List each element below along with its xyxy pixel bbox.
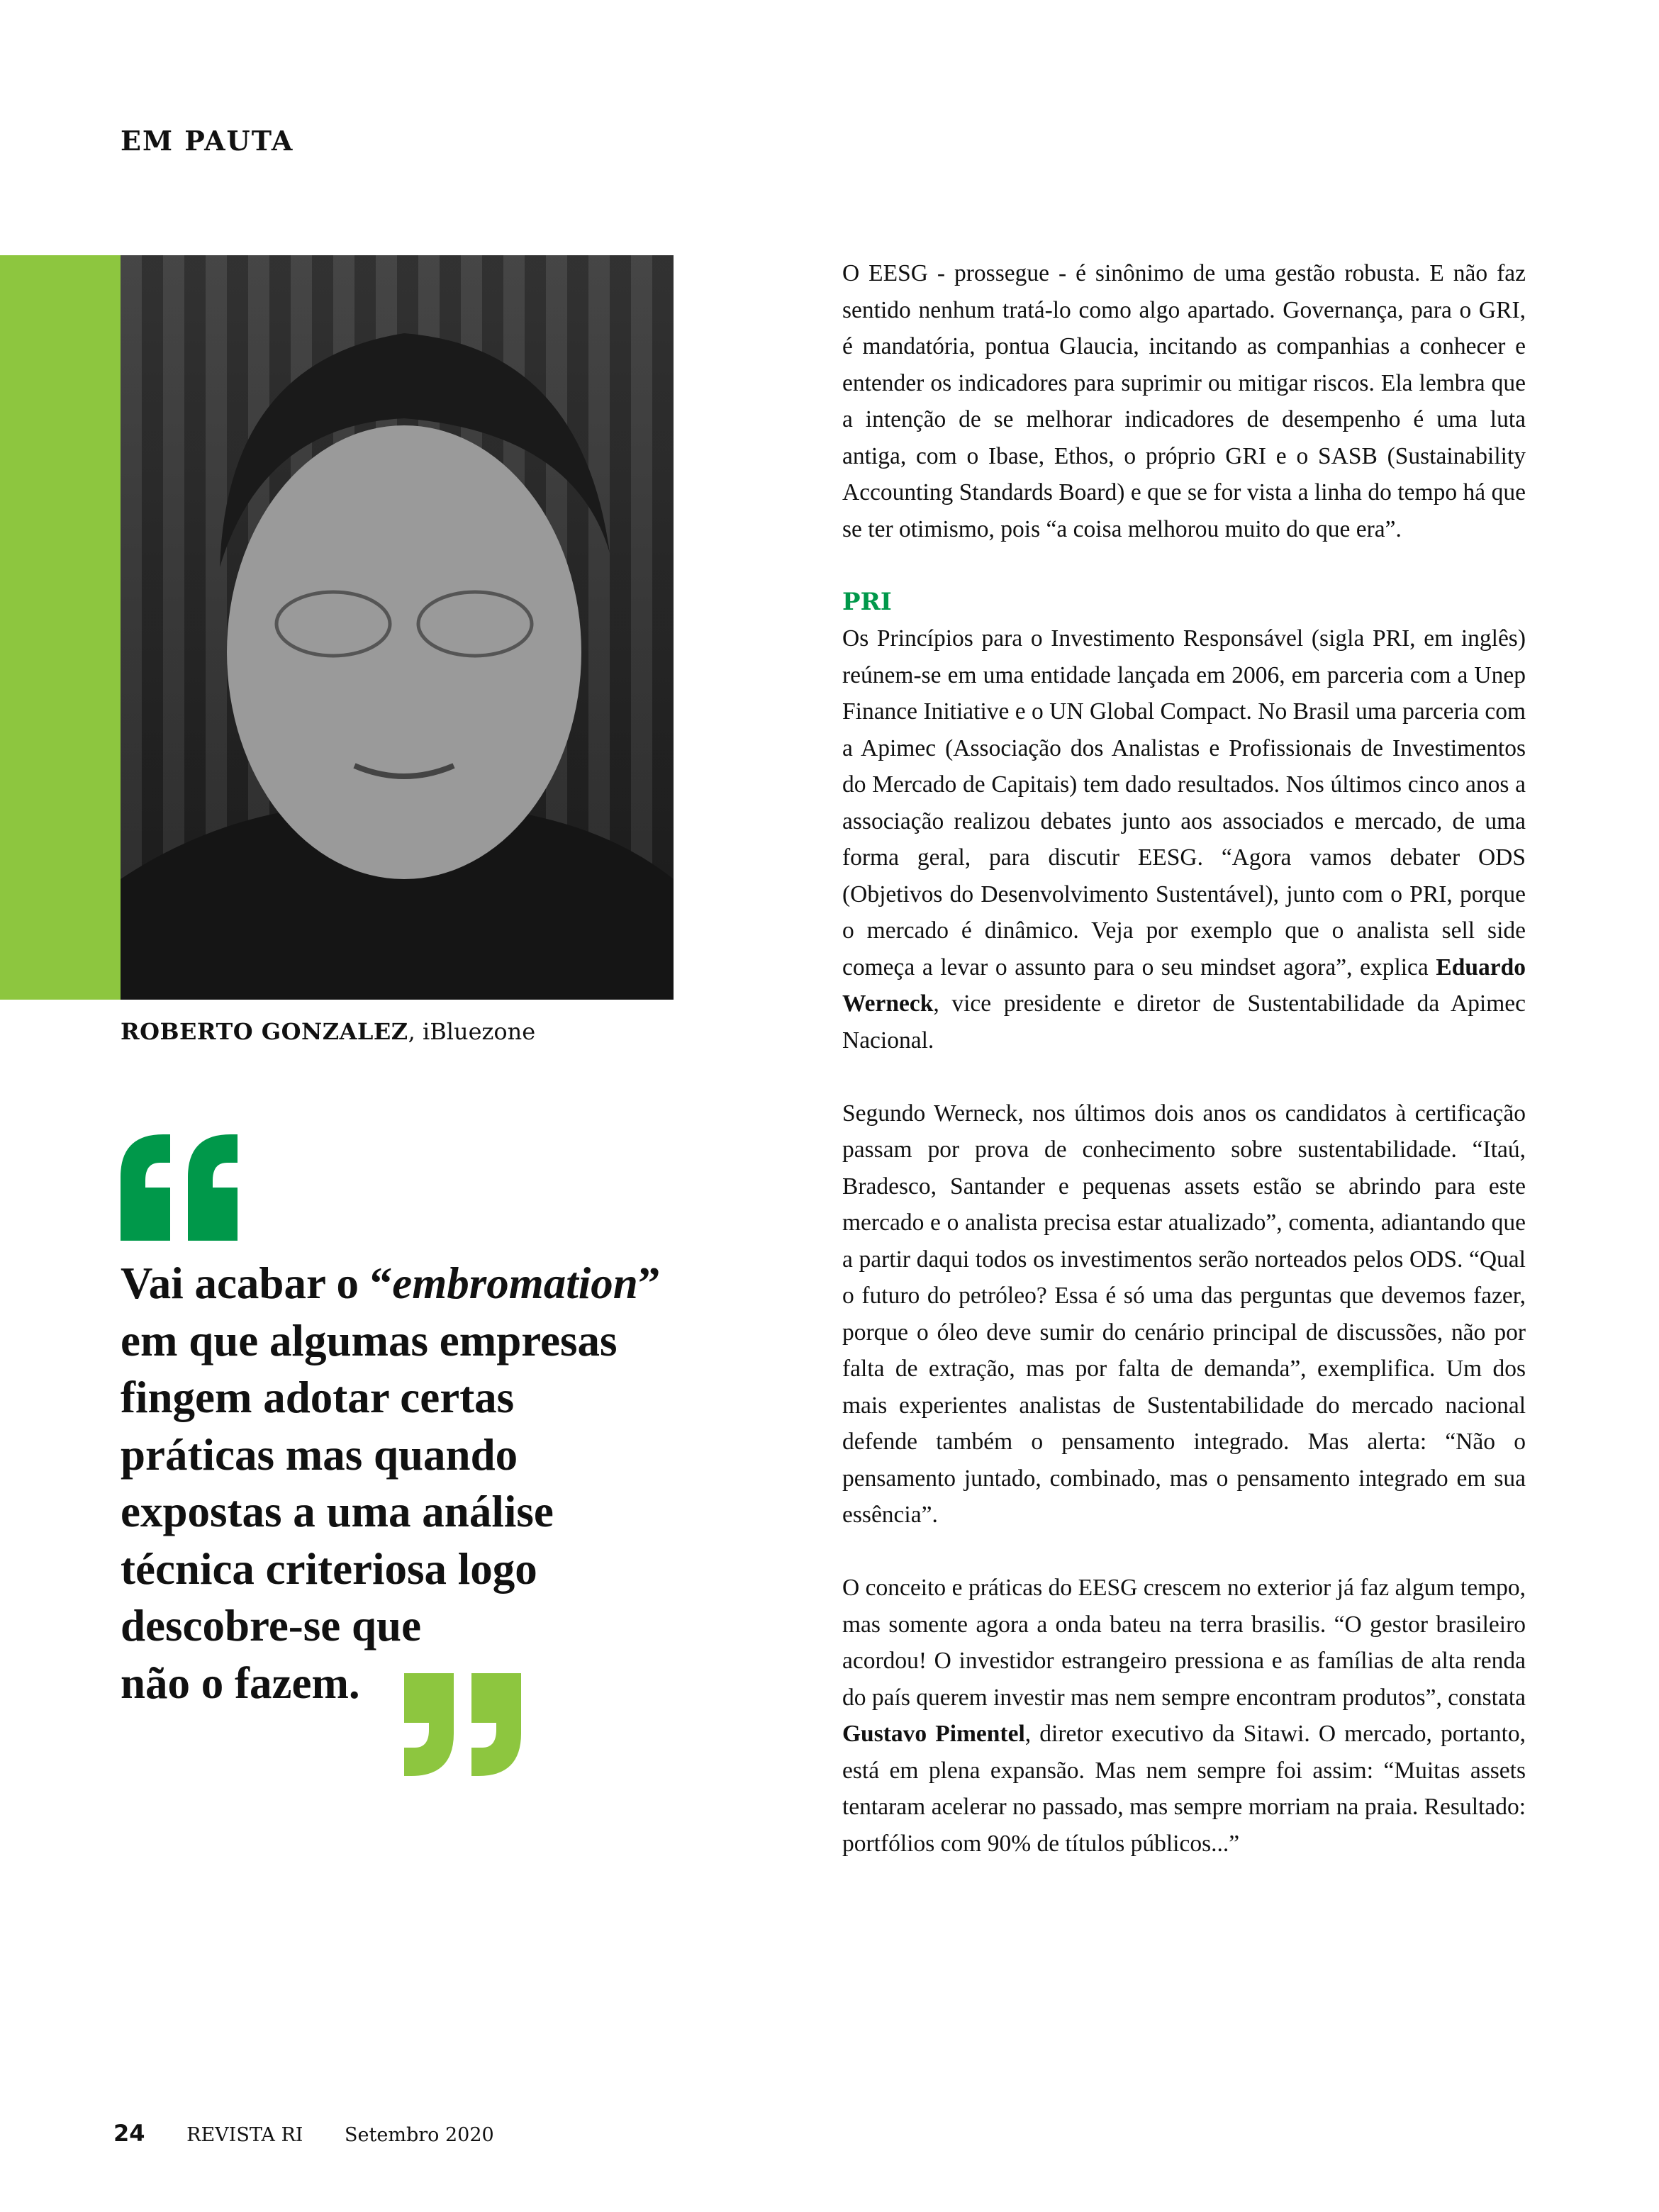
quote-line: fingem adotar certas <box>121 1373 515 1422</box>
quote-line <box>121 1255 702 1312</box>
person-name: Eduardo Werneck <box>842 954 1526 1017</box>
caption-company: , iBluezone <box>408 1018 536 1045</box>
text: , diretor executivo da Sitawi. O mercado, portanto, está em plena expansão. Mas nem sempre foi assim: “Muitas assets tentaram acelerar no passado, mas sempre morriam na praia. Resultado: portfólios com 90% de títulos públicos...” <box>842 1721 1526 1857</box>
subheading-pri: PRI <box>842 587 892 616</box>
close-quote-icon <box>404 1673 525 1776</box>
article-column <box>842 255 1526 1899</box>
page-footer <box>113 2120 530 2147</box>
photo-caption <box>121 1018 535 1045</box>
paragraph: Segundo Werneck, nos últimos dois anos os candidatos à certificação passam por prova de conhecimento sobre sustentabilidade. “Itaú, Bradesco, Santander e pequenas assets estão se abrindo para este mercado e o analista precisa estar atualizado”, comenta, adiantando que a partir daqui todos os investimentos serão norteados pelos ODS. “Qual o futuro do petróleo? Essa é só uma das perguntas que devemos fazer, porque o óleo deve sumir do cenário principal de discussões, não por falta de extração, mas por falta de demanda”, exemplifica. Um dos mais experientes analistas de Sustentabilidade do mercado nacional defende também o pensamento integrado. Mas alerta: “Não o pensamento juntado, combinado, mas o pensamento integrado em sua essência”. <box>842 1100 1526 1528</box>
quote-line: práticas mas quando <box>121 1429 518 1480</box>
pull-quote <box>121 1255 702 1711</box>
quote-line: não o fazem. <box>121 1658 360 1708</box>
magazine-name: REVISTA RI <box>186 2124 303 2146</box>
section-label: EM PAUTA <box>121 125 294 157</box>
quote-line: expostas a uma análise <box>121 1487 554 1536</box>
accent-bar <box>0 255 121 1000</box>
paragraph: O EESG - prossegue - é sinônimo de uma gestão robusta. E não faz sentido nenhum tratá-lo como algo apartado. Governança, para o GRI, é mandatória, pontua Glaucia, incitando as companhias a conhecer e entender os indicadores para suprimir ou mitigar riscos. Ela lembra que a intenção de se melhorar indicadores de desempenho é uma luta antiga, com o Ibase, Ethos, o próprio GRI e o SASB (Sustainability Accounting Standards Board) e que se for vista a linha do tempo há que se ter otimismo, pois “a coisa melhorou muito do que era”. <box>842 260 1526 542</box>
portrait-photo <box>121 255 674 1000</box>
quote-text: ” <box>637 1258 661 1308</box>
paragraph <box>842 620 1526 1058</box>
text: , vice presidente e diretor de Sustentabilidade da Apimec Nacional. <box>842 990 1526 1054</box>
quote-text: Vai acabar o “ <box>121 1258 393 1308</box>
portrait-illustration <box>121 255 674 1000</box>
paragraph <box>842 1570 1526 1862</box>
text: O conceito e práticas do EESG crescem no exterior já faz algum tempo, mas somente agora a onda bateu na terra brasilis. “O gestor brasileiro acordou! O investidor estrangeiro pressiona e as famílias de alta renda do país querem investir mas nem sempre encontram produtos”, constata <box>842 1575 1526 1711</box>
person-name: Gustavo Pimentel <box>842 1721 1025 1747</box>
caption-name: ROBERTO GONZALEZ <box>121 1018 408 1045</box>
quote-emphasis: embromation <box>392 1258 638 1308</box>
quote-line: técnica criteriosa logo <box>121 1543 537 1594</box>
quote-line: em que algumas empresas <box>121 1315 618 1365</box>
issue-date: Setembro 2020 <box>345 2124 494 2146</box>
text: Os Princípios para o Investimento Responsável (sigla PRI, em inglês) reúnem-se em uma entidade lançada em 2006, em parceria com a Unep Finance Initiative e o UN Global Compact. No Brasil uma parceria com a Apimec (Associação dos Analistas e Profissionais de Investimentos do Mercado de Capitais) tem dado resultados. Nos últimos cinco anos a associação realizou debates junto aos associados e mercado, de uma forma geral, para discutir EESG. “Agora vamos debater ODS (Objetivos do Desenvolvimento Sustentável), junto com o PRI, porque o mercado é dinâmico. Veja por exemplo que o analista sell side começa a levar o assunto para o seu mindset agora”, explica <box>842 625 1526 981</box>
quote-line: descobre-se que <box>121 1601 422 1650</box>
open-quote-icon <box>121 1134 241 1241</box>
page-number: 24 <box>113 2120 145 2147</box>
